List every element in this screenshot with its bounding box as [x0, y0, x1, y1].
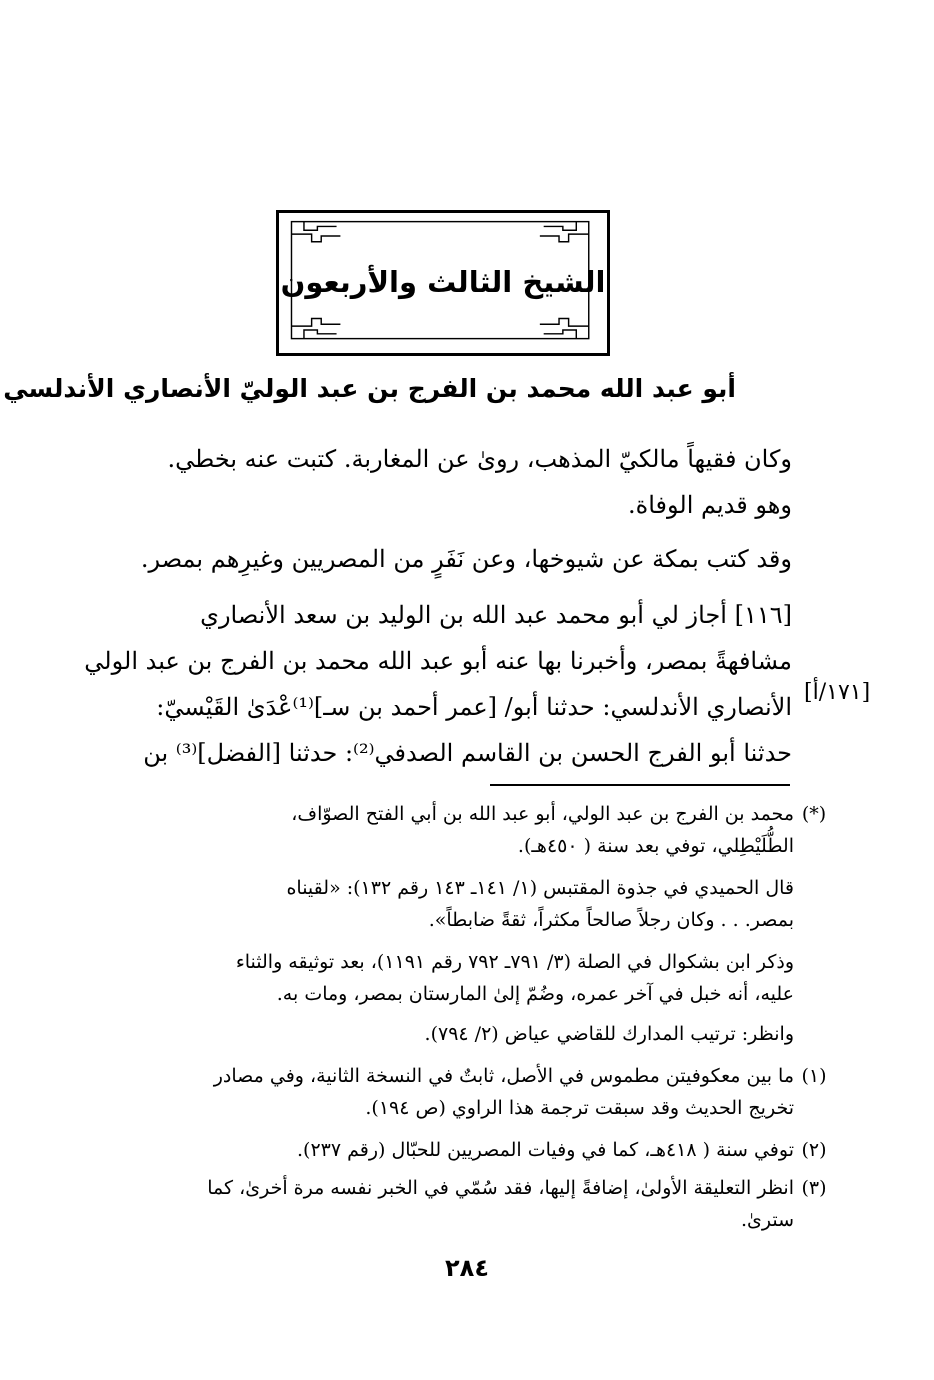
footnote-line: انظر التعليقة الأولىٰ، إضافةً إليها، فقد سُمّي في الخبر نفسه مرة أخرىٰ، كما [207, 1177, 794, 1199]
footnote-mark: (٣) [801, 1177, 827, 1199]
chapter-title: الشيخ الثالث والأربعون [280, 265, 606, 299]
footnote-line: بمصر. . . وكان رجلاً صالحاً مكثراً، ثقةً ضابطاً». [428, 909, 794, 931]
biography-line: وكان فقيهاً مالكيّ المذهب، روىٰ عن المغاربة. كتبت عنه بخطي. [167, 445, 792, 473]
footnote-line: ما بين معكوفيتن مطموس في الأصل، ثابتٌ في النسخة الثانية، وفي مصادر [213, 1065, 794, 1087]
footnote-line: الطُّلَيْطِلي، توفي بعد سنة ( ٤٥٠هـ). [517, 835, 794, 857]
footnote [94, 1018, 794, 1050]
footnote-mark: (٢) [801, 1139, 827, 1161]
footnote [94, 1172, 794, 1236]
hadith-line: الأنصاري الأندلسي: حدثنا أبو/ [عمر أحمد بن سـ]⁽¹⁾عْدَىٰ القَيْسيّ: [156, 693, 792, 721]
biography-line: وهو قديم الوفاة. [628, 491, 792, 519]
scholar-name-heading: أبو عبد الله محمد بن الفرج بن عبد الوليّ الأنصاري الأندلسي [3, 374, 736, 403]
footnote [94, 872, 794, 936]
footnote-separator [490, 784, 790, 786]
footnote-mark: (١) [801, 1065, 827, 1087]
biography-line: وقد كتب بمكة عن شيوخها، وعن نَفَرٍ من المصريين وغيرِهم بمصر. [140, 545, 792, 573]
footnote-line: عليه، أنه خبل في آخر عمره، وضُمّ إلىٰ المارستان بمصر، ومات به. [276, 983, 794, 1005]
hadith-paragraph [84, 592, 792, 776]
page-number: ٢٨٤ [445, 1254, 489, 1282]
footnote-line: تخريج الحديث وقد سبقت ترجمة هذا الراوي (ص ١٩٤). [365, 1097, 794, 1119]
footnote [94, 1134, 794, 1166]
footnote [94, 946, 794, 1010]
footnote-line: محمد بن الفرج بن عبد الولي، أبو عبد الله بن أبي الفتح الصوّاف، [291, 803, 794, 825]
footnote-line: سترىٰ. [740, 1209, 794, 1231]
footnote-line: وذكر ابن بشكوال في الصلة (٣/ ٧٩١ـ ٧٩٢ رقم ١١٩١)، بعد توثيقه والثناء [235, 951, 794, 973]
footnote-mark: (*) [801, 803, 827, 825]
chapter-title-frame [276, 210, 610, 356]
biography-paragraph [92, 436, 792, 528]
footnote-line: قال الحميدي في جذوة المقتبس (١/ ١٤١ـ ١٤٣ رقم ١٣٢): «لقيناه [286, 877, 794, 899]
hadith-line: حدثنا أبو الفرج الحسن بن القاسم الصدفي⁽²⁾: حدثنا [الفضل]⁽³⁾ بن [143, 739, 792, 767]
footnote-line: توفي سنة ( ٤١٨هـ، كما في وفيات المصريين للحبّال (رقم ٢٣٧). [297, 1139, 794, 1161]
manuscript-folio-reference: [١٧١/أ] [804, 680, 871, 705]
hadith-line: [١١٦] أجاز لي أبو محمد عبد الله بن الوليد بن سعد الأنصاري [200, 601, 792, 629]
footnote-line: وانظر: ترتيب المدارك للقاضي عياض (٢/ ٧٩٤). [424, 1023, 794, 1045]
footnote [94, 798, 794, 862]
hadith-line: مشافهةً بمصر، وأخبرنا بها عنه أبو عبد الله محمد بن الفرج بن عبد الولي [84, 647, 792, 675]
footnote [94, 1060, 794, 1124]
biography-paragraph [92, 536, 792, 582]
